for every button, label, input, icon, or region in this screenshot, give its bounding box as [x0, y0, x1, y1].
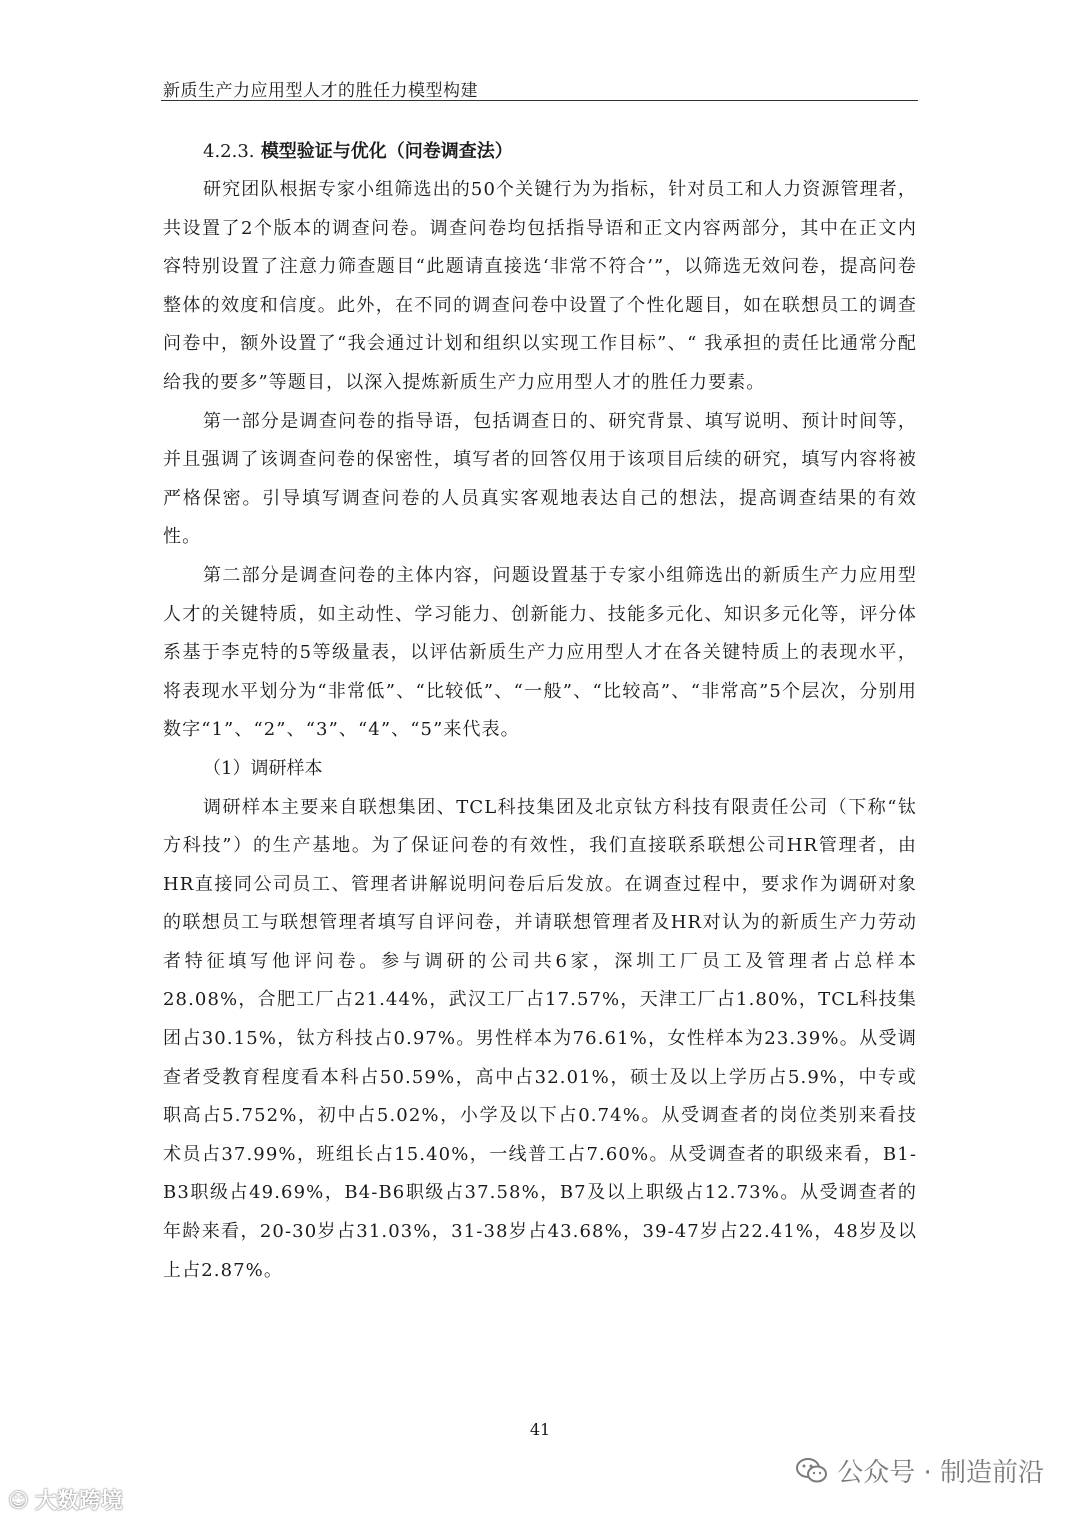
- paragraph-part-two: 第二部分是调查问卷的主体内容，问题设置基于专家小组筛选出的新质生产力应用型人才的关键特质，如主动性、学习能力、创新能力、技能多元化、知识多元化等，评分体系基于李克特的5等级量表，以评估新质生产力应用型人才在各关键特质上的表现水平，将表现水平划分为“非常低”、“比较低”、“一般”、“比较高”、“非常高”5个层次，分别用数字“1”、“2”、“3”、“4”、“5”来代表。: [163, 564, 917, 741]
- section-heading: [163, 133, 917, 171]
- running-header: 新质生产力应用型人才的胜任力模型构建: [163, 81, 478, 101]
- subsection-heading: （1）调研样本: [203, 757, 323, 779]
- page-number: 41: [529, 1420, 551, 1439]
- section-title: 模型验证与优化（问卷调查法）: [260, 141, 513, 162]
- header-rule: [161, 100, 918, 101]
- watermark-right: [795, 1452, 1044, 1489]
- watermark-left-text: 大数跨境: [34, 1489, 123, 1514]
- paragraph-part-one: 第一部分是调查问卷的指导语，包括调查日的、研究背景、填写说明、预计时间等，并且强调了该调查问卷的保密性，填写者的回答仅用于该项目后续的研究，填写内容将被严格保密。引导填写调查问卷的人员真实客观地表达自己的想法，提高调查结果的有效性。: [163, 410, 917, 548]
- watermark-left: [8, 1484, 123, 1515]
- wechat-icon: [795, 1456, 829, 1486]
- body-text: [163, 133, 917, 1290]
- section-number: 4.2.3.: [203, 141, 255, 162]
- paragraph-survey-design: 研究团队根据专家小组筛选出的50个关键行为为指标，针对员工和人力资源管理者，共设置了2个版本的调查问卷。调查问卷均包括指导语和正文内容两部分，其中在正文内容特别设置了注意力筛查题目“此题请直接选‘非常不符合’”，以筛选无效问卷，提高问卷整体的效度和信度。此外，在不同的调查问卷中设置了个性化题目，如在联想员工的调查问卷中，额外设置了“我会通过计划和组织以实现工作目标”、“ 我承担的责任比通常分配给我的要多”等题目，以深入提炼新质生产力应用型人才的胜任力要素。: [163, 179, 917, 393]
- paragraph-sample: 调研样本主要来自联想集团、TCL科技集团及北京钛方科技有限责任公司（下称“钛方科技”）的生产基地。为了保证问卷的有效性，我们直接联系联想公司HR管理者，由HR直接同公司员工、管理者讲解说明问卷后后发放。在调查过程中，要求作为调研对象的联想员工与联想管理者填写自评问卷，并请联想管理者及HR对认为的新质生产力劳动者特征填写他评问卷。参与调研的公司共6家，深圳工厂员工及管理者占总样本28.08%，合肥工厂占21.44%，武汉工厂占17.57%，天津工厂占1.80%，TCL科技集团占30.15%，钛方科技占0.97%。男性样本为76.61%，女性样本为23.39%。从受调查者受教育程度看本科占50.59%，高中占32.01%，硕士及以上学历占5.9%，中专或职高占5.752%，初中占5.02%，小学及以下占0.74%。从受调查者的岗位类别来看技术员占37.99%，班组长占15.40%，一线普工占7.60%。从受调查者的职级来看，B1-B3职级占49.69%，B4-B6职级占37.58%，B7及以上职级占12.73%。从受调查者的年龄来看，20-30岁占31.03%，31-38岁占43.68%，39-47岁占22.41%，48岁及以上占2.87%。: [163, 796, 917, 1281]
- brand-logo-icon: ☺: [8, 1487, 29, 1512]
- watermark-right-text: 公众号 · 制造前沿: [837, 1458, 1044, 1488]
